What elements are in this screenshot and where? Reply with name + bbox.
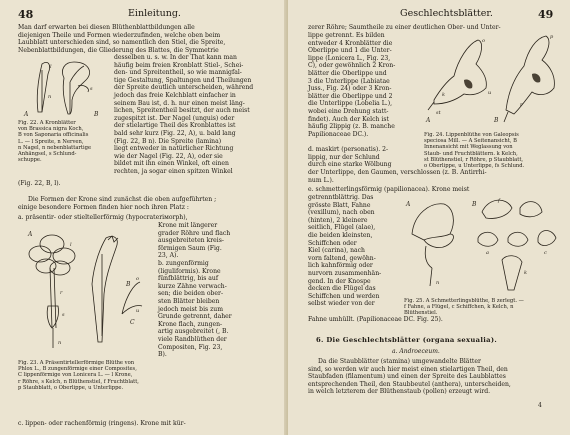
fig23-label-o: o xyxy=(136,276,140,282)
running-header-right: Geschlechtsblätter. xyxy=(400,8,493,19)
fig23-label-u: u xyxy=(136,308,140,314)
item-c-heading: c. lippen- oder rachenförmig (ringens). Krone mit kür- xyxy=(18,420,186,427)
right-page xyxy=(288,0,570,435)
fig23-label-s: s xyxy=(62,312,65,318)
fig24-label-A: A xyxy=(426,117,431,124)
figure-25-drawing xyxy=(402,194,564,298)
fig24-label-st: st xyxy=(436,110,441,116)
paragraph-formen: Die Formen der Krone sind zunächst die oben aufgeführten ; einige besondere Formen finden hier noch ihren Platz : xyxy=(18,196,217,211)
paragraph-schmetterling-first: e. schmetterlingsförmig (papilionacea). Krone meist xyxy=(308,186,470,193)
fig24-label-o: o xyxy=(482,38,486,44)
figure-22-reference: (Fig. 22, B, l). xyxy=(18,180,61,187)
figure-23-caption: Fig. 23. A Präsentirtellerförmige Blüthe von Phlox L., B zungenförmige einer Composites, C lippenförmige von Lonicera L. — l Krone, r Röhre, s Kelch, n Blüthenstiel, f Fruchtblatt, p Staubblatt, o Oberlippe, u Unterlippe. xyxy=(18,360,139,391)
fig23-label-r: r xyxy=(60,290,63,296)
footer-signature: 4 xyxy=(538,402,542,409)
fig22-label-A: A xyxy=(24,111,29,118)
fig22-label-s: s xyxy=(90,86,93,92)
paragraph-lippen-first: zerer Röhre; Saumtheile zu einer deutlichen Ober- und Unter- xyxy=(308,24,501,31)
fig25-label-a: a xyxy=(486,250,489,256)
fig24-label-u: u xyxy=(488,90,492,96)
fig24-label-r: r xyxy=(520,102,523,108)
item-a-heading: a. präsentir- oder stieltellerförmig (hypocrateriмorph), xyxy=(18,214,188,221)
paragraph-nagel: desselben u. s. w. In der That kann man häufig beim freien Kronblatt Stiel-, Schei- den- und Spreitentheil, so wie mannigfal- tige Gestaltung, Spaltungen und Theilungen der Spreite deutlich unterscheiden, während jedoch das freie Kelchblatt einfacher in seinem Bau ist, d. h. nur einen meist läng- lichen, Spreitentheil besitzt, der auch meist zugespitzt ist. Der Nagel (unguis) oder der stielartige Theil des Kronblattes ist bald sehr kurz (Fig. 22, A), u. bald lang (Fig. 22, B n). Die Spreite (lamina) liegt entweder in natürlicher Richtung wie der Nagel (Fig. 22, A), oder sie bildet mit ihn einen Winkel, oft einen rechten, ja sogar einen spitzen Winkel xyxy=(114,54,254,175)
fig23-label-A: A xyxy=(28,231,33,238)
figure-24-caption: Fig. 24. Lippenblüthe von Galeopsis speciosa Mill. — A Seitenansicht, B Innenansicht mit Weglassung von Staub- und Fruchtblättern. k Kelch, st Blüthenstiel, r Röhre, p Staubblatt, o Oberlippe, u Unterlippe, fs Schlund. xyxy=(424,132,525,170)
paragraph-schmetterling-last: Fahne umhüllt. (Papilionaceae DC. Fig. 25). xyxy=(308,316,443,323)
paragraph-schmetterling: getrenntblättrig. Das grösste Blatt, Fahne (vexillum), nach oben (hinten), 2 kleinere seitlich, Flügel (alae), die beiden kleinsten, Schiffchen oder Kiel (carina), nach vorn faltend, gewöhn- lich kahnförmig oder nurvorn zusammenhän- gend. In der Knospe decken die Flügel das Schiffchen und werden selbst wieder von der xyxy=(308,194,382,308)
fig24-label-p: p xyxy=(550,34,554,40)
section-title: 6. Die Geschlechtsblätter (organa sexualia). xyxy=(316,336,498,344)
figure-23-drawing xyxy=(22,224,146,354)
fig25-label-c: c xyxy=(544,250,547,256)
paragraph-androeceum: Da die Staubblätter (stamina) umgewandelte Blätter sind, so werden wir auch hier meist einen stielartigen Theil, den Staubfaden (filamentum) und einen der Spreite des Laubblattes entsprechenden Theil, den Staubbeutel (anthera), unterscheiden, in welch letzterem der Blüthenstaub (pollen) erzeugt wird. xyxy=(308,358,511,396)
paragraph-intro: Man darf erwarten bei diesen Blüthenblattbildungen alle diejenigen Theile und Formen wiederzufinden, welche oben beim Laubblatt unterschieden sind, so namentlich den Stiel, die Spreite, Nebenblattbildungen, die Gliederung des Blattes, die Symmetrie xyxy=(18,24,226,54)
fig25-label-f: f xyxy=(498,198,500,204)
fig22-label-l: l xyxy=(50,64,52,70)
paragraph-maskirt: d. maskirt (personatis). 2- lippig, nur der Schlund durch eine starke Wölbung xyxy=(308,146,392,169)
running-header-left: Einleitung. xyxy=(128,8,181,19)
figure-25-caption: Fig. 25. A Schmetterlingsblüthe, B zerlegt. — f Fahne, a Flügel, c Schiffchen, k Kelch, n Blüthenstiel. xyxy=(404,298,524,317)
fig24-label-B: B xyxy=(494,117,499,124)
fig25-label-B: B xyxy=(472,201,477,208)
subsection-title: a. Androeceum. xyxy=(392,348,440,355)
fig23-label-n: n xyxy=(58,340,62,346)
fig25-label-A: A xyxy=(406,201,411,208)
paragraph-lippen: lippe getrennt. Es bilden entweder 4 Kronblätter die Oberlippe und 1 die Unter- lippe (Lonicera L., Fig. 23, C), oder gewöhnlich 2 Kron- blätter die Oberlippe und 3 die Unterlippe (Labiatae Juss., Fig. 24) oder 3 Kron- blätter die Oberlippe und 2 die Unterlippe (Lobelia L.), wobei eine Drehung statt- findet). Auch der Kelch ist häufig 2lippig (z. B. manche Papilionaceae DC.). xyxy=(308,32,396,138)
fig25-label-n: n xyxy=(436,280,440,286)
fig23-label-B: B xyxy=(126,281,131,288)
page-number-left: 48 xyxy=(18,8,34,21)
fig22-label-n: n xyxy=(48,94,52,100)
figure-24-drawing xyxy=(424,30,564,130)
fig22-label-B: B xyxy=(94,111,99,118)
figure-22-drawing xyxy=(18,56,106,118)
paragraph-maskirt-cont: der Unterlippe, den Gaumen, verschlossen (z. B. Antirrhi- num L.). xyxy=(308,169,487,184)
fig23-label-l: l xyxy=(70,242,72,248)
fig23-label-C: C xyxy=(130,319,135,326)
page-number-right: 49 xyxy=(538,8,554,21)
fig24-label-k: k xyxy=(442,92,446,98)
fig25-label-k: k xyxy=(524,270,528,276)
figure-22-caption: Fig. 22. A Kronblätter von Brassica nigra Koch, B von Saponaria officinalis L. — l Spreite, n Nerven, n Nagel, n nebenblattartige Anhängsel, s Schlund- schuppe. xyxy=(18,120,92,164)
paragraph-krone: Krone mit längerer grader Röhre und flach ausgebreiteten kreis- förmigen Saum (Fig. 23, A). b. zungenförmig (liguliformis). Krone fünfblättrig, bis auf kurze Zähne verwach- sen; die beiden ober- sten Blätter bleiben jedoch meist bis zum Grunde getrennt, daher Krone flach, zungen- artig ausgebreitet (, B. viele Randblüthen der Compositen, Fig. 23, B). xyxy=(158,222,232,359)
